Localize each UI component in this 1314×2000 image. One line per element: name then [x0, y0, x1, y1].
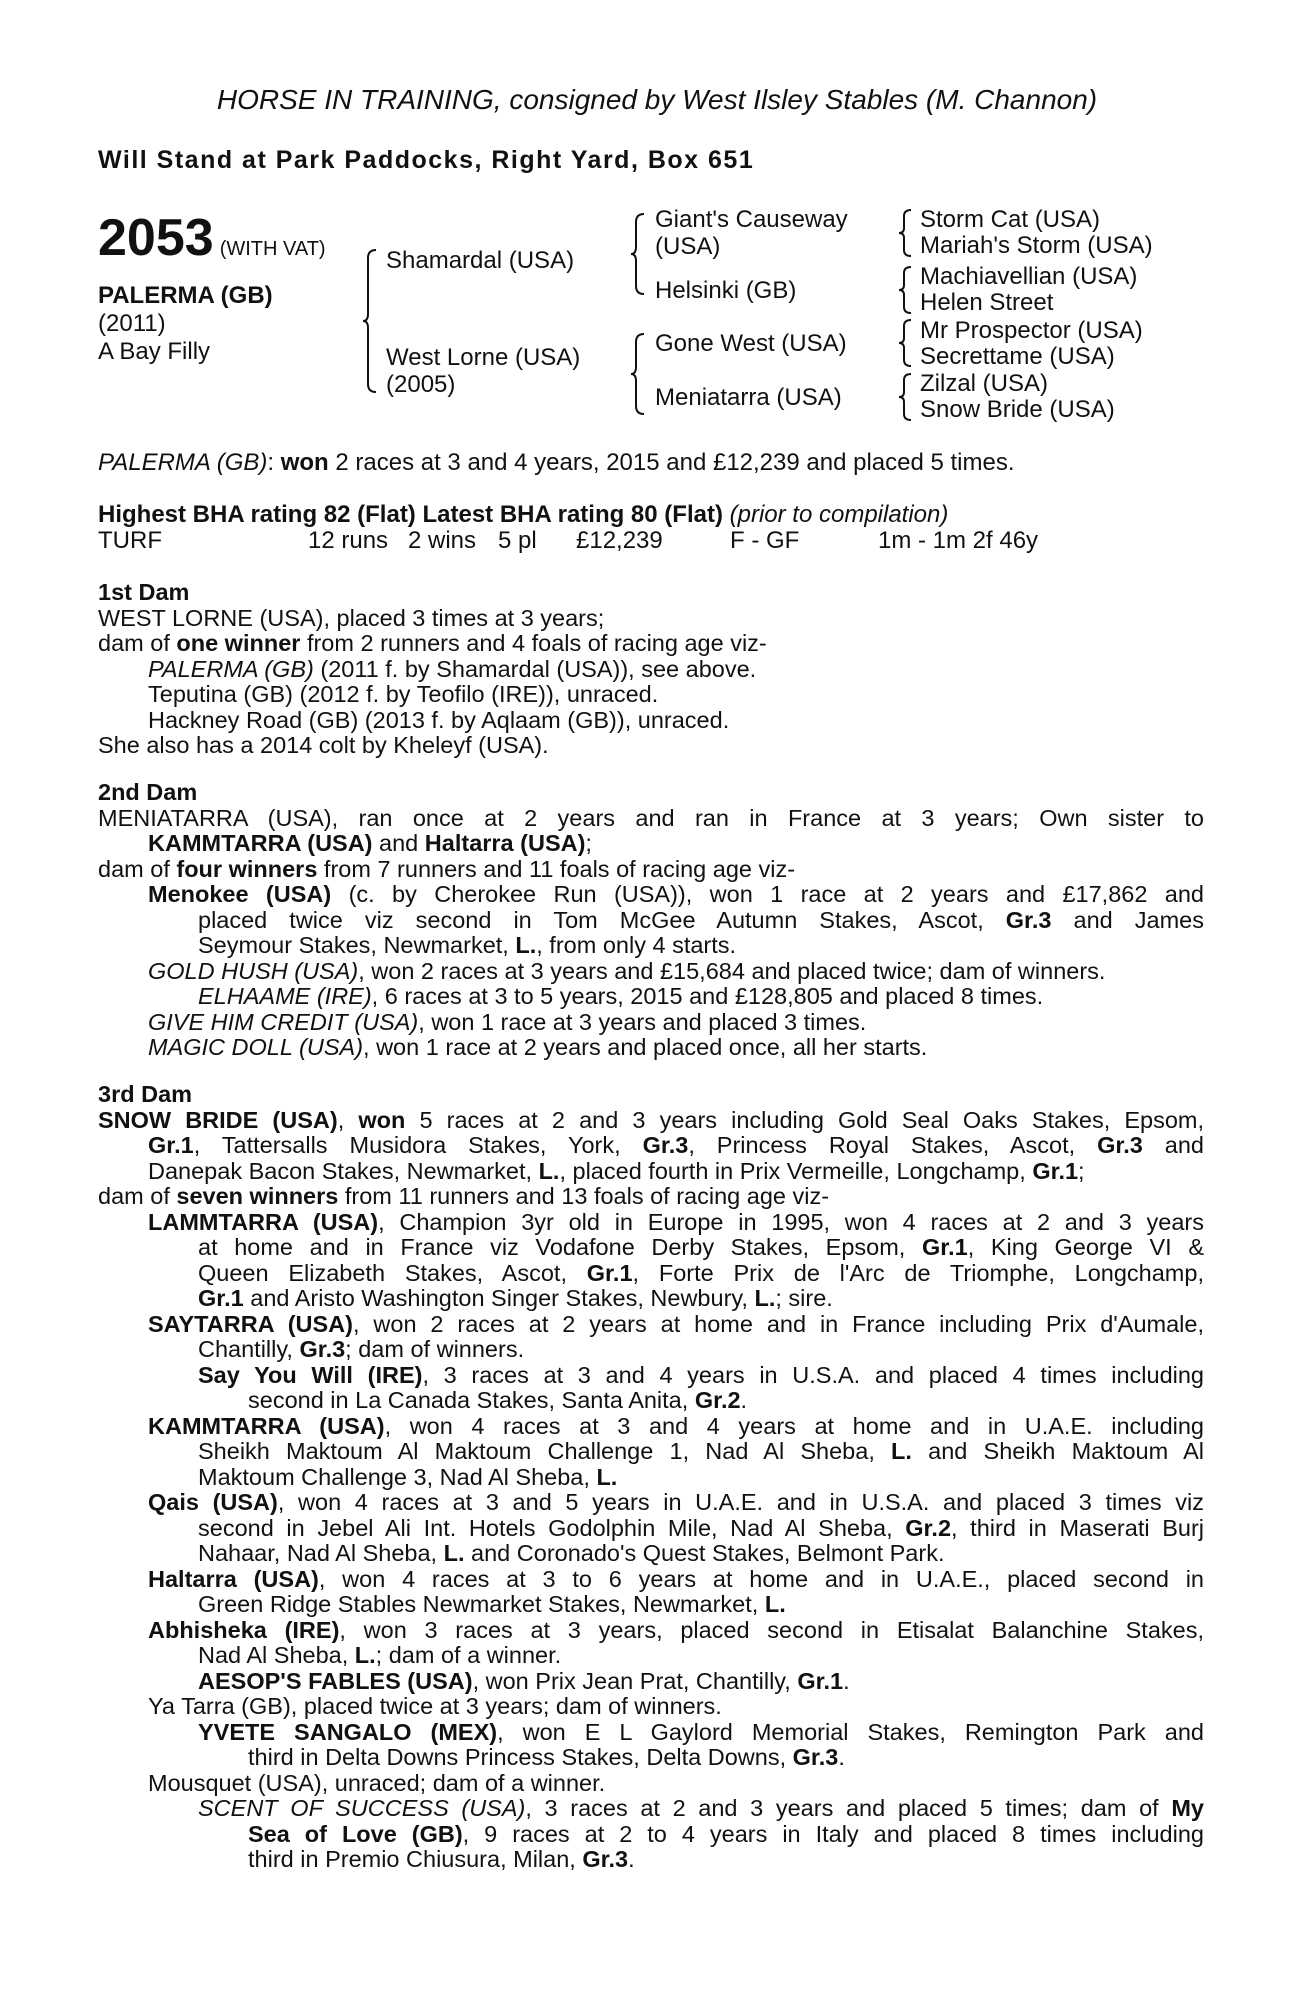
third-dam-offspring-detail: Queen Elizabeth Stakes, Ascot, Gr.1, Forte Prix de l'Arc de Triomphe, Longchamp, [198, 1259, 1204, 1286]
stand-location: Will Stand at Park Paddocks, Right Yard, Box 651 [98, 146, 755, 174]
pedigree-dam [386, 344, 580, 398]
pedigree-sire-sire-name: Giant's Causeway [655, 206, 848, 233]
second-dam-line: MENIATARRA (USA), ran once at 2 years and ran in France at 3 years; Own sister to [98, 804, 1204, 831]
third-dam-great-grand-offspring: Sea of Love (GB), 9 races at 2 to 4 years in Italy and placed 8 times including [248, 1820, 1204, 1847]
second-dam-offspring: GIVE HIM CREDIT (USA), won 1 race at 3 years and placed 3 times. [148, 1008, 867, 1035]
first-dam-section [98, 580, 1204, 759]
third-dam-line: Danepak Bacon Stakes, Newmarket, L., placed fourth in Prix Vermeille, Longchamp, Gr.1; [148, 1157, 1085, 1184]
stat-distance: 1m - 1m 2f 46y [878, 526, 1039, 554]
pedigree-sire-dam: Helsinki (GB) [655, 277, 797, 304]
pedigree-dam-dam: Meniatarra (USA) [655, 384, 842, 411]
third-dam-grand-offspring: SCENT OF SUCCESS (USA), 3 races at 2 and 3 years and placed 5 times; dam of My [198, 1795, 1204, 1821]
third-dam-section [98, 1082, 1204, 1873]
pedigree-g5: Mr Prospector (USA) [920, 317, 1143, 344]
second-dam-grand-offspring: ELHAAME (IRE), 6 races at 3 to 5 years, 2015 and £128,805 and placed 8 times. [198, 983, 1044, 1009]
third-dam-offspring-detail: Maktoum Challenge 3, Nad Al Sheba, L. [198, 1463, 618, 1490]
third-dam-produce-line: dam of seven winners from 11 runners and 13 foals of racing age viz- [98, 1183, 830, 1209]
second-dam-offspring-detail: placed twice viz second in Tom McGee Autumn Stakes, Ascot, Gr.3 and James [198, 906, 1205, 933]
pedigree-sire-sire [655, 206, 848, 260]
first-dam-note: She also has a 2014 colt by Kheleyf (USA). [98, 732, 549, 758]
third-dam-offspring: KAMMTARRA (USA), won 4 races at 3 and 4 years at home and in U.A.E. including [148, 1412, 1204, 1439]
rating-text: Highest BHA rating 82 (Flat) Latest BHA rating 80 (Flat) [98, 501, 723, 528]
second-dam-offspring: MAGIC DOLL (USA), won 1 race at 2 years and placed once, all her starts. [148, 1034, 928, 1060]
third-dam-heading: 3rd Dam [98, 1081, 193, 1107]
pedigree-brace-g3 [898, 318, 916, 368]
third-dam-offspring-detail: at home and in France viz Vodafone Derby Stakes, Epsom, Gr.1, King George VI & [198, 1234, 1204, 1260]
rating-note: (prior to compilation) [729, 501, 949, 528]
first-dam-offspring: Hackney Road (GB) (2013 f. by Aqlaam (GB)), unraced. [148, 706, 730, 733]
pedigree-g2: Mariah's Storm (USA) [920, 232, 1153, 259]
pedigree-dam-sire: Gone West (USA) [655, 330, 847, 357]
summary-text: 2 races at 3 and 4 years, 2015 and £12,239 and placed 5 times. [335, 449, 1015, 476]
summary-horse-name: PALERMA (GB) [98, 449, 268, 476]
summary-colon: : [267, 449, 275, 476]
third-dam-offspring: Qais (USA), won 4 races at 3 and 5 years in U.A.E. and in U.S.A. and placed 3 times viz [148, 1489, 1204, 1515]
third-dam-offspring-detail: Chantilly, Gr.3; dam of winners. [198, 1336, 525, 1362]
third-dam-grand-offspring-detail: third in Delta Downs Princess Stakes, Delta Downs, Gr.3. [248, 1744, 845, 1770]
first-dam-offspring: Teputina (GB) (2012 f. by Teofilo (IRE)), unraced. [148, 681, 659, 707]
third-dam-grand-offspring: YVETE SANGALO (MEX), won E L Gaylord Memorial Stakes, Remington Park and [198, 1718, 1204, 1745]
first-dam-offspring: PALERMA (GB) (2011 f. by Shamardal (USA)), see above. [148, 655, 757, 682]
horse-year: (2011) [98, 310, 166, 337]
third-dam-offspring-detail: Nahaar, Nad Al Sheba, L. and Coronado's Quest Stakes, Belmont Park. [198, 1540, 945, 1566]
third-dam-offspring: Ya Tarra (GB), placed twice at 3 years; dam of winners. [148, 1693, 722, 1719]
third-dam-offspring-detail: Gr.1 and Aristo Washington Singer Stakes, Newbury, L.; sire. [198, 1285, 833, 1311]
stat-going: F - GF [730, 526, 800, 554]
pedigree-brace-dam [630, 332, 650, 416]
first-dam-produce-line: dam of one winner from 2 runners and 4 foals of racing age viz- [98, 630, 767, 656]
second-dam-heading: 2nd Dam [98, 779, 198, 805]
pedigree-g1: Storm Cat (USA) [920, 206, 1101, 233]
horse-name: PALERMA (GB) [98, 282, 273, 309]
first-dam-heading: 1st Dam [98, 579, 190, 605]
stat-runs: 12 runs [308, 526, 389, 554]
stat-surface: TURF [98, 526, 162, 554]
pedigree-brace-sire [630, 212, 650, 296]
pedigree-g6: Secrettame (USA) [920, 343, 1115, 370]
page-title: HORSE IN TRAINING, consigned by West Ilsley Stables (M. Channon) [216, 84, 1098, 115]
pedigree-g4: Helen Street [920, 289, 1054, 316]
stat-money: £12,239 [576, 526, 663, 554]
pedigree-g3: Machiavellian (USA) [920, 263, 1138, 290]
pedigree-brace-main [362, 248, 382, 394]
third-dam-offspring-detail: Sheikh Maktoum Al Maktoum Challenge 1, Nad Al Sheba, L. and Sheikh Maktoum Al [198, 1438, 1204, 1464]
pedigree-dam-name: West Lorne (USA) [386, 344, 581, 371]
third-dam-grand-offspring: Say You Will (IRE), 3 races at 3 and 4 years in U.S.A. and placed 4 times including [198, 1361, 1204, 1388]
rating-block [98, 502, 1204, 554]
lot-heading [98, 208, 326, 268]
rating-stats [98, 528, 1204, 554]
pedigree-dam-year: (2005) [386, 371, 456, 398]
second-dam-line: KAMMTARRA (USA) and Haltarra (USA); [148, 830, 592, 856]
vat-note: (WITH VAT) [219, 238, 326, 260]
horse-description: A Bay Filly [98, 338, 211, 365]
third-dam-grand-offspring: AESOP'S FABLES (USA), won Prix Jean Prat, Chantilly, Gr.1. [198, 1667, 850, 1694]
summary-won: won [280, 449, 329, 476]
second-dam-produce-line: dam of four winners from 7 runners and 11 foals of racing age viz- [98, 855, 796, 882]
second-dam-offspring: GOLD HUSH (USA), won 2 races at 3 years and £15,684 and placed twice; dam of winners. [148, 957, 1106, 984]
stat-wins: 2 wins [408, 526, 477, 554]
third-dam-great-grand-offspring-detail: third in Premio Chiusura, Milan, Gr.3. [248, 1846, 635, 1872]
second-dam-section [98, 780, 1204, 1061]
stat-placed: 5 pl [498, 526, 537, 554]
third-dam-offspring: LAMMTARRA (USA), Champion 3yr old in Europe in 1995, won 4 races at 2 and 3 years [148, 1208, 1204, 1235]
third-dam-offspring-detail: Nad Al Sheba, L.; dam of a winner. [198, 1642, 562, 1668]
third-dam-offspring: Haltarra (USA), won 4 races at 3 to 6 years at home and in U.A.E., placed second in [148, 1565, 1204, 1592]
third-dam-line: Gr.1, Tattersalls Musidora Stakes, York, Gr.3, Princess Royal Stakes, Ascot, Gr.3 and [148, 1132, 1204, 1158]
third-dam-offspring-detail: second in Jebel Ali Int. Hotels Godolphin Mile, Nad Al Sheba, Gr.2, third in Maserati Burj [198, 1514, 1204, 1541]
third-dam-grand-offspring-detail: second in La Canada Stakes, Santa Anita, Gr.2. [248, 1387, 748, 1413]
horse-info [98, 282, 273, 366]
third-dam-offspring: Abhisheka (IRE), won 3 races at 3 years, placed second in Etisalat Balanchine Stakes, [148, 1616, 1204, 1643]
pedigree-brace-g2 [898, 265, 916, 315]
first-dam-line: WEST LORNE (USA), placed 3 times at 3 years; [98, 604, 605, 631]
pedigree-g7: Zilzal (USA) [920, 370, 1049, 397]
pedigree-sire: Shamardal (USA) [386, 247, 575, 274]
race-summary [98, 450, 1204, 476]
third-dam-offspring-detail: Green Ridge Stables Newmarket Stakes, Newmarket, L. [198, 1591, 786, 1617]
rating-line [98, 502, 1204, 528]
third-dam-offspring: Mousquet (USA), unraced; dam of a winner. [148, 1769, 606, 1796]
second-dam-offspring-detail: Seymour Stakes, Newmarket, L., from only 4 starts. [198, 932, 737, 958]
pedigree-brace-g4 [898, 372, 916, 422]
pedigree-sire-sire-country: (USA) [655, 233, 721, 260]
pedigree-brace-g1 [898, 208, 916, 258]
third-dam-line: SNOW BRIDE (USA), won 5 races at 2 and 3 years including Gold Seal Oaks Stakes, Epsom, [98, 1106, 1204, 1133]
second-dam-offspring: Menokee (USA) (c. by Cherokee Run (USA)), won 1 race at 2 years and £17,862 and [148, 881, 1204, 907]
lot-number: 2053 [98, 209, 214, 267]
third-dam-offspring: SAYTARRA (USA), won 2 races at 2 years at home and in France including Prix d'Aumale, [148, 1310, 1204, 1337]
pedigree-g8: Snow Bride (USA) [920, 396, 1115, 423]
